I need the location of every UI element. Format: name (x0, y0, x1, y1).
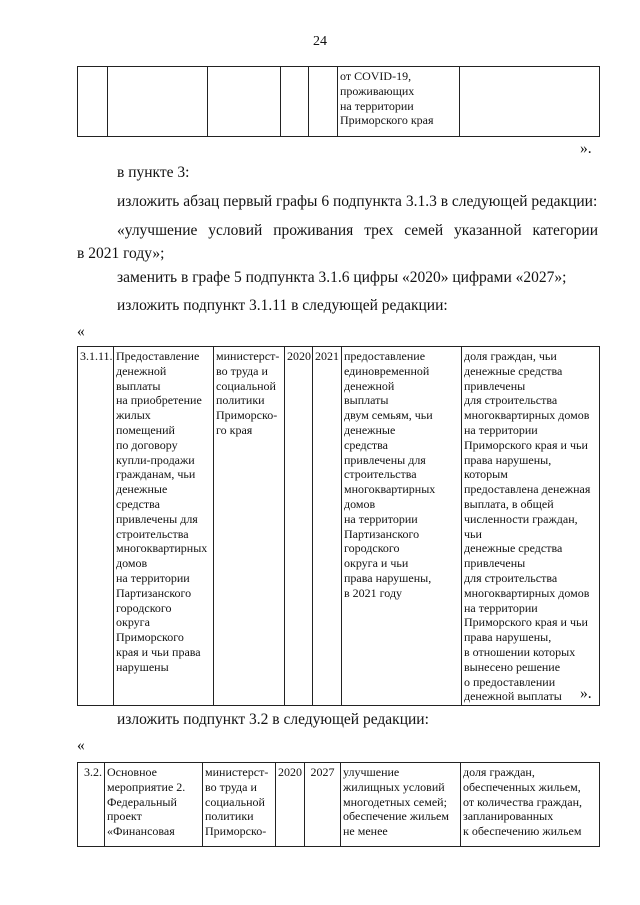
row-3-2-year-start: 2020 (276, 763, 305, 847)
paragraph-amend-3-1-3: изложить абзац первый графы 6 подпункта 3.1.3 в следующей редакции: (117, 193, 598, 210)
row-3-1-11-year-start: 2020 (285, 347, 313, 706)
row-3-1-11-result: предоставление единовременной денежной выплаты двум семьям, чьи денежные средства привлечены для строительства многоквартирных домов на территории Партизанского городского округа и чьи права нарушены, в 2021 году (342, 347, 462, 706)
row-3-2-executor: министерст- во труда и социальной политики Приморско- (203, 763, 276, 847)
top-table-cell-indicator (460, 67, 600, 137)
table-subitem-3-2 (77, 762, 600, 847)
paragraph-amend-3-1-11: изложить подпункт 3.1.11 в следующей редакции: (117, 297, 448, 314)
row-3-2-result: улучшение жилищных условий многодетных семей; обеспечение жильем не менее (341, 763, 461, 847)
top-table-cell-result: от COVID-19, проживающих на территории Приморского края (338, 67, 460, 137)
closing-quote-1: ». (580, 140, 592, 157)
row-3-2-name: Основное мероприятие 2. Федеральный проект «Финансовая (105, 763, 203, 847)
row-3-2-indicator: доля граждан, обеспеченных жильем, от количества граждан, запланированных к обеспечению жильем (461, 763, 600, 847)
paragraph-amend-3-2: изложить подпункт 3.2 в следующей редакции: (117, 711, 429, 728)
paragraph-quote-line-2: в 2021 году»; (77, 245, 165, 262)
top-table-cell-executor (208, 67, 281, 137)
closing-quote-2: ». (580, 685, 592, 702)
top-table-cell-year-start (281, 67, 309, 137)
top-table-fragment (77, 66, 600, 137)
top-table-cell-name (108, 67, 208, 137)
row-3-1-11-number: 3.1.11. (78, 347, 114, 706)
page-number: 24 (313, 34, 327, 49)
opening-quote-1: « (77, 323, 85, 340)
row-3-1-11-year-end: 2021 (313, 347, 342, 706)
table-subitem-3-1-11 (77, 346, 600, 706)
opening-quote-2: « (77, 737, 85, 754)
row-3-2-year-end: 2027 (305, 763, 341, 847)
row-3-1-11-name: Предоставление денежной выплаты на приобретение жилых помещений по договору купли-продажи гражданам, чьи денежные средства привлечены для строительства многоквартирных домов на территории Партизанского городского округа Приморского края и чьи права нарушены (114, 347, 214, 706)
top-table-cell-num (78, 67, 108, 137)
row-3-2-number: 3.2. (78, 763, 105, 847)
paragraph-quote-line-1: «улучшение условий проживания трех семей указанной категории (117, 222, 598, 239)
top-table-cell-year-end (309, 67, 338, 137)
row-3-1-11-indicator: доля граждан, чьи денежные средства привлечены для строительства многоквартирных домов на территории Приморского края и чьи права нарушены, которым предоставлена денежная выплата, в общей численности граждан, чьи денежные средства привлечены для строительства многоквартирных домов на территории Приморского края и чьи права нарушены, в отношении которых вынесено решение о предоставлении денежной выплаты (462, 347, 600, 706)
paragraph-replace-3-1-6: заменить в графе 5 подпункта 3.1.6 цифры «2020» цифрами «2027»; (117, 269, 567, 286)
paragraph-point-3: в пункте 3: (117, 164, 190, 181)
row-3-1-11-executor: министерст- во труда и социальной политики Приморско- го края (214, 347, 285, 706)
